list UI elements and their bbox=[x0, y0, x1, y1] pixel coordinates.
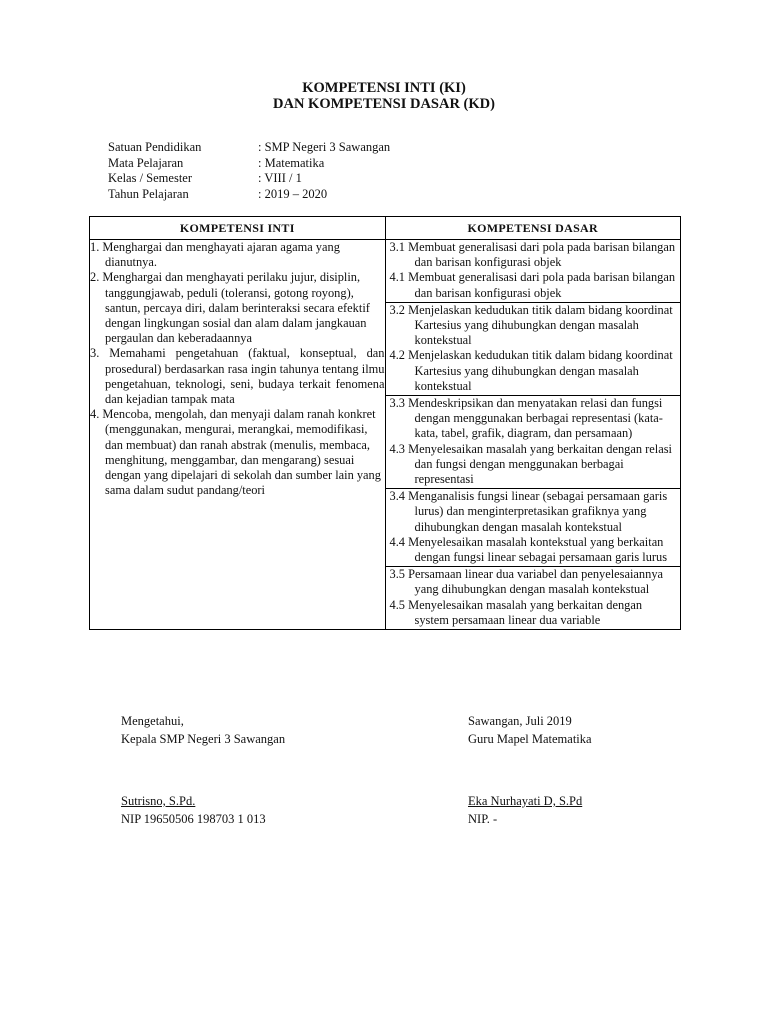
ki-item: 2. Menghargai dan menghayati perilaku jujur, disiplin, tanggungjawab, peduli (toleransi, gotong royong), santun, percaya diri, dalam berinteraksi secara efektif dengan lingkungan sosial dan alam dalam jangkauan pergaulan dan keberadaannya bbox=[90, 270, 370, 346]
info-row bbox=[108, 171, 390, 187]
kd-item: 4.5 Menyelesaikan masalah yang berkaitan dengan system persamaan linear dua variable bbox=[389, 597, 643, 627]
info-row bbox=[108, 187, 390, 203]
info-label: Satuan Pendidikan bbox=[108, 140, 202, 154]
kd-group bbox=[386, 488, 681, 566]
ki-column bbox=[90, 240, 386, 630]
kd-column bbox=[385, 240, 681, 630]
kd-group bbox=[386, 240, 681, 302]
kd-item: 3.5 Persamaan linear dua variabel dan penyelesaiannya yang dihubungkan dengan masalah kontekstual bbox=[389, 567, 664, 597]
document-subtitle: DAN KOMPETENSI DASAR (KD) bbox=[273, 96, 495, 112]
header-kompetensi-dasar: KOMPETENSI DASAR bbox=[385, 217, 681, 240]
document-title: KOMPETENSI INTI (KI) bbox=[302, 80, 466, 96]
kd-group bbox=[386, 395, 681, 488]
signature-block-principal bbox=[121, 713, 285, 828]
kd-item: 3.4 Menganalisis fungsi linear (sebagai persamaan garis lurus) dan menginterpretasikan grafiknya yang dihubungkan dengan masalah kontekstual bbox=[389, 489, 668, 534]
ki-item: 1. Menghargai dan menghayati ajaran agama yang dianutnya. bbox=[90, 240, 340, 270]
info-value: : 2019 – 2020 bbox=[258, 186, 328, 201]
teacher-name: Eka Nurhayati D, S.Pd bbox=[468, 794, 583, 808]
place-date: Sawangan, Juli 2019 bbox=[468, 714, 572, 728]
info-label: Kelas / Semester bbox=[108, 171, 193, 185]
ki-item: 3. Memahami pengetahuan (faktual, konseptual, dan prosedural) berdasarkan rasa ingin tahunya tentang ilmu pengetahuan, teknologi, seni, budaya terkait fenomena dan kejadian tampak mata bbox=[90, 346, 385, 407]
principal-nip: NIP 19650506 198703 1 013 bbox=[121, 811, 266, 826]
info-value: : VIII / 1 bbox=[258, 171, 302, 185]
info-row bbox=[108, 156, 390, 172]
principal-title: Kepala SMP Negeri 3 Sawangan bbox=[121, 731, 286, 746]
teacher-nip: NIP. - bbox=[468, 811, 498, 826]
kd-item: 4.4 Menyelesaikan masalah kontekstual yang berkaitan dengan fungsi linear sebagai persamaan garis lurus bbox=[389, 534, 668, 565]
kd-item: 3.1 Membuat generalisasi dari pola pada barisan bilangan dan barisan konfigurasi objek bbox=[389, 240, 676, 270]
info-value: : SMP Negeri 3 Sawangan bbox=[258, 140, 391, 154]
teacher-title: Guru Mapel Matematika bbox=[468, 731, 592, 746]
table-row bbox=[90, 240, 681, 630]
acknowledged-label: Mengetahui, bbox=[121, 714, 184, 728]
competency-table bbox=[89, 216, 681, 630]
kd-item: 4.1 Membuat generalisasi dari pola pada barisan bilangan dan barisan konfigurasi objek bbox=[389, 270, 676, 300]
info-row bbox=[108, 140, 390, 156]
signature-block-teacher bbox=[468, 713, 592, 828]
principal-name: Sutrisno, S.Pd. bbox=[121, 794, 196, 808]
header-kompetensi-inti: KOMPETENSI INTI bbox=[90, 217, 386, 240]
info-label: Mata Pelajaran bbox=[108, 155, 184, 170]
kd-item: 3.2 Menjelaskan kedudukan titik dalam bidang koordinat Kartesius yang dihubungkan dengan masalah kontekstual bbox=[389, 302, 673, 348]
ki-item: 4. Mencoba, mengolah, dan menyaji dalam ranah konkret (menggunakan, mengurai, merangkai, memodifikasi, dan membuat) dan ranah abstrak (menulis, membaca, menghitung, menggambar, dan mengarang) sesuai dengan yang dipelajari di sekolah dan sumber lain yang sama dalam sudut pandang/teori bbox=[90, 407, 381, 498]
info-label: Tahun Pelajaran bbox=[108, 186, 189, 201]
kd-group bbox=[386, 566, 681, 629]
kd-item: 4.2 Menjelaskan kedudukan titik dalam bidang koordinat Kartesius yang dihubungkan dengan masalah kontekstual bbox=[389, 348, 673, 393]
kd-item: 3.3 Mendeskripsikan dan menyatakan relasi dan fungsi dengan menggunakan berbagai representasi (kata-kata, tabel, grafik, diagram, dan persamaan) bbox=[389, 396, 663, 441]
kd-group bbox=[386, 302, 681, 395]
table-header-row bbox=[90, 217, 681, 240]
identity-block bbox=[108, 140, 390, 202]
info-value: : Matematika bbox=[258, 155, 325, 170]
kd-item: 4.3 Menyelesaikan masalah yang berkaitan dengan relasi dan fungsi dengan menggunakan berbagai representasi bbox=[389, 441, 672, 487]
